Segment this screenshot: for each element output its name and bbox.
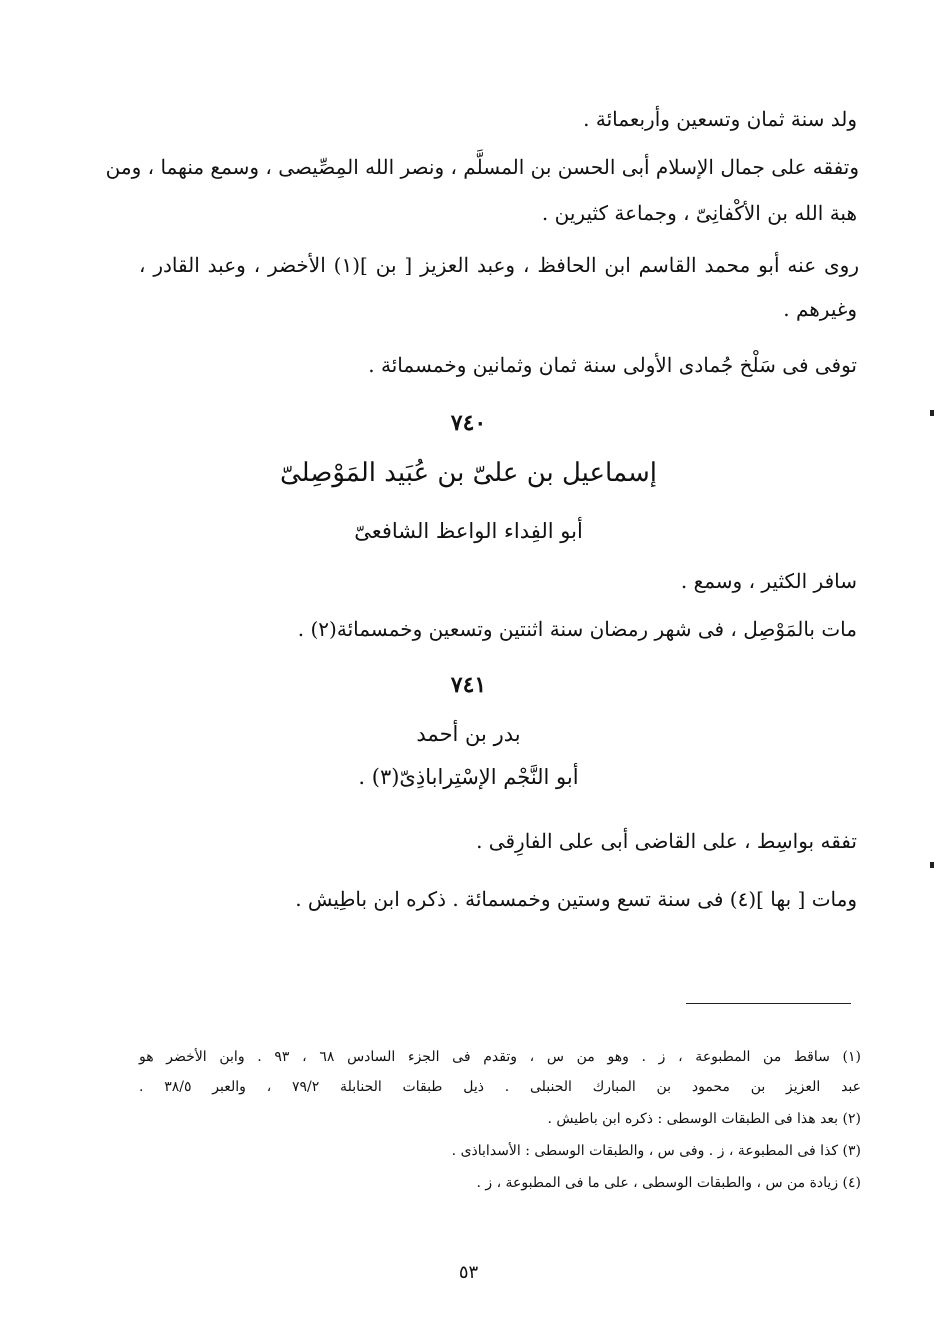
- body-line-2: وتفقه على جمال الإسلام أبى الحسن بن المسلَّم ، ونصر الله المِصِّيصى ، وسمع منهما ، ومن: [105, 155, 859, 179]
- body-line-6: توفى فى سَلْخ جُمادى الأولى سنة ثمان وثمانين وخمسمائة .: [368, 353, 857, 377]
- body-line-1: ولد سنة ثمان وتسعين وأربعمائة .: [583, 107, 857, 131]
- body-line-3: هبة الله بن الأكْفانِىّ ، وجماعة كثيرين .: [541, 201, 857, 225]
- scan-speck: [930, 410, 934, 416]
- footnote-1-line-2: عبد العزيز بن محمود بن المبارك الحنبلى . ذيل طبقات الحنابلة ٧٩/٢ ، والعبر ٣٨/٥ .: [139, 1079, 861, 1095]
- entry-740-line-1: سافر الكثير ، وسمع .: [680, 569, 857, 593]
- body-line-5: وغيرهم .: [783, 297, 857, 321]
- footnote-4: (٤) زيادة من س ، والطبقات الوسطى ، على ما فى المطبوعة ، ز .: [476, 1175, 861, 1191]
- footnote-3: (٣) كذا فى المطبوعة ، ز . وفى س ، والطبقات الوسطى : الأسداباذى .: [451, 1143, 861, 1159]
- footnote-rule: [686, 1003, 851, 1004]
- entry-740-number: ٧٤٠: [450, 410, 487, 436]
- entry-741-kunya: أبو النَّجْم الإسْتِراباذِىّ(٣) .: [358, 765, 579, 789]
- entry-741-line-1: تفقه بواسِط ، على القاضى أبى على الفارِقى .: [476, 829, 857, 853]
- entry-741-line-2: ومات [ بها ](٤) فى سنة تسع وستين وخمسمائة . ذكره ابن باطِيش .: [295, 887, 857, 911]
- footnote-1-line-1: (١) ساقط من المطبوعة ، ز . وهو من س ، وتقدم فى الجزء السادس ٦٨ ، ٩٣ . وابن الأخضر هو: [139, 1049, 862, 1065]
- entry-740-kunya: أبو الفِداء الواعظ الشافعىّ: [354, 519, 583, 543]
- scan-speck: [930, 862, 934, 868]
- footnote-2: (٢) بعد هذا فى الطبقات الوسطى : ذكره ابن باطيش .: [547, 1111, 861, 1127]
- page-number: ٥٣: [458, 1262, 479, 1283]
- body-line-4: روى عنه أبو محمد القاسم ابن الحافظ ، وعبد العزيز [ بن ](١) الأخضر ، وعبد القادر ،: [139, 253, 859, 277]
- entry-740-name: إسماعيل بن علىّ بن عُبَيد المَوْصِلىّ: [280, 458, 657, 488]
- entry-740-line-2: مات بالمَوْصِل ، فى شهر رمضان سنة اثنتين وتسعين وخمسمائة(٢) .: [297, 617, 857, 641]
- entry-741-number: ٧٤١: [450, 672, 487, 698]
- entry-741-name: بدر بن أحمد: [416, 722, 521, 746]
